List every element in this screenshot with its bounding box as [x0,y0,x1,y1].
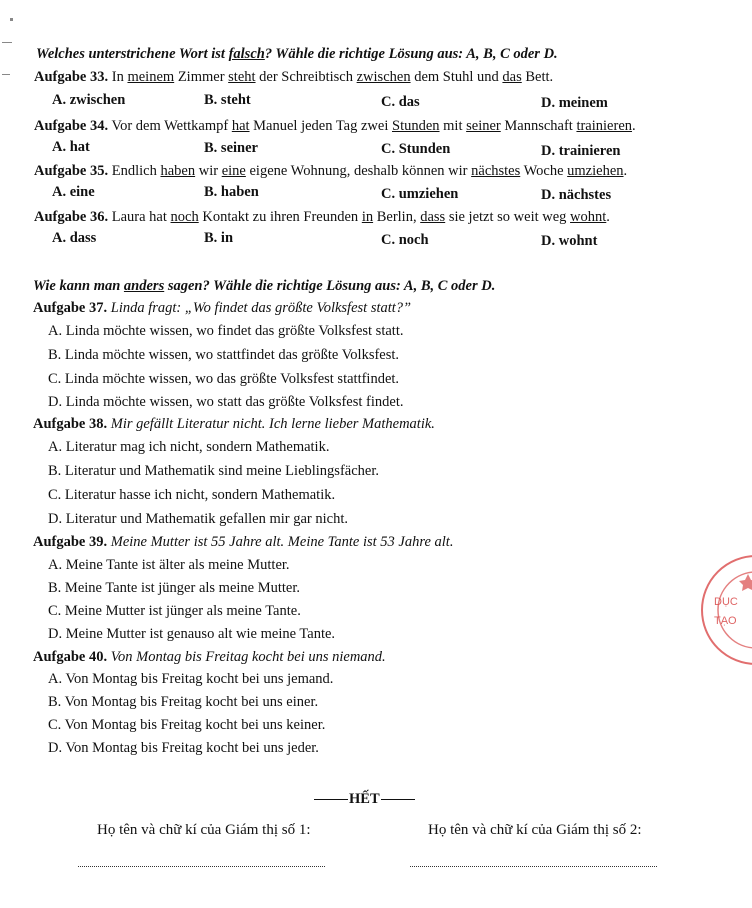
proctor1-signature-label: Họ tên và chữ kí của Giám thị số 1: [97,822,311,838]
option-c [381,93,420,111]
question-text: Woche [520,163,568,179]
option-a [48,438,329,456]
red-seal-stamp [700,548,752,678]
option-text: D. nächstes [541,187,612,203]
option-text: B. seiner [204,140,258,156]
option-text: B. steht [204,92,251,108]
divider [314,799,348,800]
question-text: . [623,163,628,179]
scan-mark [10,18,13,21]
underlined-word: eine [221,163,246,179]
question-text: Mannschaft [500,118,577,134]
scan-mark [2,42,12,43]
question-text: Bett. [521,69,554,85]
option-text: A. Linda möchte wissen, wo findet das größte Volksfest statt. [48,323,404,339]
option-text: C. Literatur hasse ich nicht, sondern Mathematik. [48,487,336,503]
option-c [381,185,458,203]
option-text: D. Meine Mutter ist genauso alt wie meine Tante. [48,626,336,642]
option-a [52,183,95,201]
option-b [48,346,399,364]
question-label: Aufgabe 38. [33,416,108,432]
option-text: D. Linda möchte wissen, wo statt das größte Volksfest findet. [48,394,404,410]
underlined-word: in [361,209,374,225]
question-text: der Schreibtisch [255,69,357,85]
underlined-word: wohnt [570,209,607,225]
instruction-underlined-word: anders [123,278,165,294]
option-text: C. Von Montag bis Freitag kocht bei uns keiner. [48,717,326,733]
option-text: C. Linda möchte wissen, wo das größte Volksfest stattfindet. [48,371,400,387]
proctor2-signature-label: Họ tên và chữ kí của Giám thị số 2: [428,822,642,838]
underlined-word: seiner [466,118,501,134]
question-text: Manuel jeden Tag zwei [249,118,392,134]
option-b [48,693,318,711]
underlined-word: meinem [127,69,175,85]
option-text: B. haben [204,184,259,200]
question-prompt: Mir gefällt Literatur nicht. Ich lerne lieber Mathematik. [107,416,435,432]
question-text: In [108,69,128,85]
option-d [48,510,348,528]
option-d [541,94,608,112]
question-37 [33,299,411,317]
option-text: C. umziehen [381,186,459,202]
question-text: . [632,118,636,134]
option-c [381,231,429,249]
question-text: dem Stuhl und [410,69,503,85]
question-39 [33,533,453,551]
underlined-word: noch [170,209,199,225]
section2-instruction [33,277,495,295]
question-35 [34,162,627,180]
option-text: A. zwischen [52,92,126,108]
question-text: Laura hat [108,209,171,225]
seal-text: TẠO [714,615,737,627]
option-d [541,142,620,160]
question-40 [33,648,386,666]
option-text: A. Meine Tante ist älter als meine Mutter. [48,557,290,573]
option-b [204,183,259,201]
question-text: sie jetzt so weit weg [445,209,571,225]
question-text: Berlin, [373,209,421,225]
option-text: A. Von Montag bis Freitag kocht bei uns jemand. [48,671,334,687]
option-text: D. trainieren [541,143,621,159]
question-33 [34,68,553,86]
option-text: D. meinem [541,95,608,111]
option-text: A. eine [52,184,95,200]
underlined-word: Stunden [392,118,440,134]
underlined-word: zwischen [356,69,411,85]
option-b [48,462,379,480]
option-a [48,322,403,340]
underlined-word: das [502,69,522,85]
question-label: Aufgabe 33. [34,69,109,85]
question-label: Aufgabe 35. [34,163,109,179]
option-text: B. Meine Tante ist jünger als meine Mutter. [48,580,301,596]
option-text: D. Von Montag bis Freitag kocht bei uns jeder. [48,740,319,756]
option-d [541,232,597,250]
option-text: C. das [381,94,420,110]
option-text: D. Literatur und Mathematik gefallen mir gar nicht. [48,511,348,527]
question-34 [34,117,636,135]
question-text: mit [439,118,467,134]
option-text: A. Literatur mag ich nicht, sondern Mathematik. [48,439,330,455]
seal-star [739,574,752,591]
question-label: Aufgabe 34. [34,118,109,134]
question-text: Zimmer [174,69,229,85]
option-b [48,579,300,597]
underlined-word: hat [231,118,250,134]
question-38 [33,415,435,433]
question-text: wir [195,163,222,179]
proctor2-signature-line [410,866,657,867]
option-a [48,556,290,574]
option-c [48,602,301,620]
option-d [541,186,611,204]
instruction-text: Wie kann man [33,278,124,294]
option-text: C. noch [381,232,429,248]
option-text: C. Stunden [381,141,451,157]
option-d [48,393,403,411]
option-d [48,625,335,643]
question-text: eigene Wohnung, deshalb können wir [245,163,472,179]
option-a [52,91,125,109]
option-text: A. hat [52,139,90,155]
question-label: Aufgabe 36. [34,209,109,225]
instruction-text: ? Wähle die richtige Lösung aus: A, B, C oder D. [264,46,558,62]
underlined-word: umziehen [567,163,624,179]
option-b [204,229,233,247]
question-text: Kontakt zu ihren Freunden [198,209,362,225]
option-c [48,486,335,504]
end-marker-text: HẾT [349,791,380,807]
seal-text: DỤC [714,596,738,608]
question-prompt: Linda fragt: „Wo findet das größte Volksfest statt?” [107,300,412,316]
divider [381,799,415,800]
end-marker [313,790,416,808]
instruction-underlined-word: falsch [228,46,265,62]
option-c [381,140,450,158]
underlined-word: dass [420,209,446,225]
option-b [204,91,251,109]
question-36 [34,208,610,226]
option-c [48,716,325,734]
option-text: C. Meine Mutter ist jünger als meine Tante. [48,603,301,619]
question-text: Vor dem Wettkampf [108,118,232,134]
question-prompt: Von Montag bis Freitag kocht bei uns niemand. [107,649,386,665]
instruction-text: sagen? Wähle die richtige Lösung aus: A, B, C oder D. [164,278,496,294]
option-c [48,370,399,388]
underlined-word: steht [228,69,256,85]
option-text: B. Linda möchte wissen, wo stattfindet das größte Volksfest. [48,347,400,363]
option-text: A. dass [52,230,97,246]
question-text: Endlich [108,163,161,179]
option-text: B. Literatur und Mathematik sind meine Lieblingsfächer. [48,463,379,479]
seal-outer-ring [702,556,752,664]
option-a [52,229,96,247]
scan-mark [2,74,10,75]
option-b [204,139,258,157]
option-text: B. Von Montag bis Freitag kocht bei uns einer. [48,694,319,710]
question-label: Aufgabe 37. [33,300,108,316]
option-a [52,138,90,156]
question-text: . [606,209,610,225]
question-label: Aufgabe 39. [33,534,108,550]
option-text: B. in [204,230,234,246]
option-a [48,670,333,688]
option-d [48,739,319,757]
question-label: Aufgabe 40. [33,649,108,665]
option-text: D. wohnt [541,233,598,249]
underlined-word: haben [160,163,196,179]
underlined-word: nächstes [471,163,521,179]
question-prompt: Meine Mutter ist 55 Jahre alt. Meine Tante ist 53 Jahre alt. [107,534,454,550]
proctor1-signature-line [78,866,325,867]
instruction-text: Welches unterstrichene Wort ist [36,46,229,62]
underlined-word: trainieren [576,118,633,134]
section1-instruction [36,45,558,63]
